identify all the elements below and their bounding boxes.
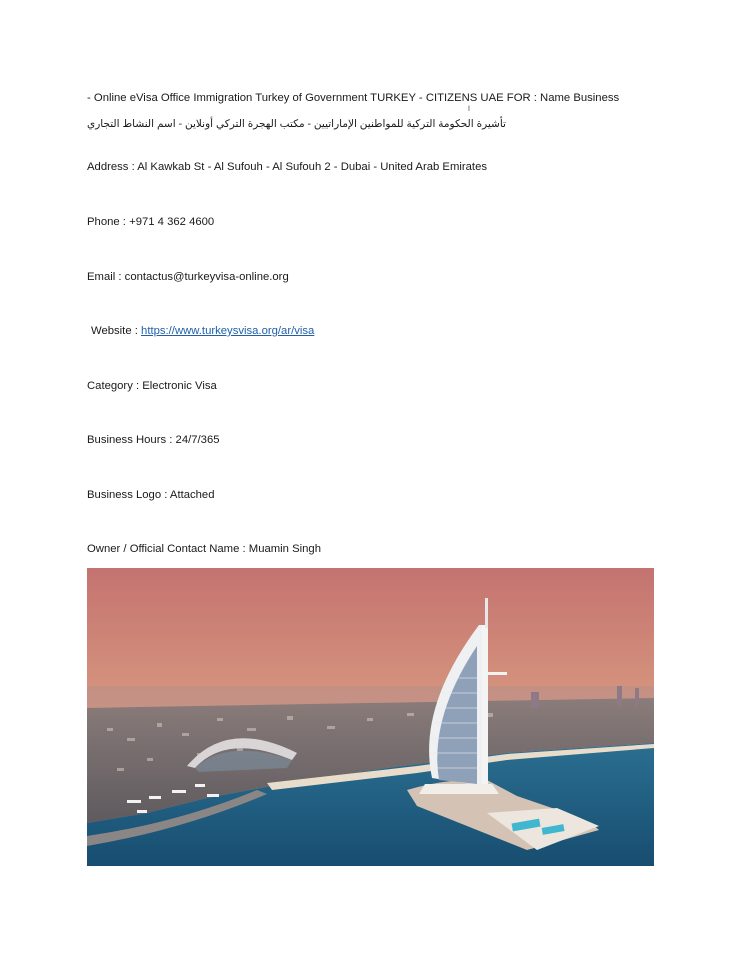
owner-value: Muamin Singh <box>248 543 321 555</box>
burj-al-arab-photo <box>87 568 654 866</box>
phone-label: Phone : <box>87 216 126 228</box>
email-label: Email : <box>87 271 122 283</box>
category-label: Category : <box>87 380 140 392</box>
address-line <box>87 160 487 174</box>
logo-value: Attached <box>169 489 215 501</box>
hours-value: 24/7/365 <box>175 434 220 446</box>
hours-line <box>87 433 220 447</box>
document-title: - Online eVisa Office Immigration Turkey of Government TURKEY - CITIZENS UAE FOR : Name Business <box>87 92 620 104</box>
phone-value: +971 4 362 4600 <box>129 216 215 228</box>
address-label: Address : <box>87 161 135 173</box>
website-link[interactable]: https://www.turkeysvisa.org/ar/visa <box>141 325 315 337</box>
photo-illustration <box>87 568 654 866</box>
title-diacritic: ا <box>468 106 470 113</box>
logo-line <box>87 488 215 502</box>
category-line <box>87 379 217 393</box>
website-label: Website : <box>91 325 138 337</box>
owner-line <box>87 542 321 556</box>
email-value: contactus@turkeyvisa-online.org <box>124 271 289 283</box>
hours-label: Business Hours : <box>87 434 173 446</box>
owner-label: Owner / Official Contact Name : <box>87 543 246 555</box>
address-value: Al Kawkab St - Al Sufouh - Al Sufouh 2 - Dubai - United Arab Emirates <box>137 161 488 173</box>
email-line <box>87 270 289 284</box>
phone-line <box>87 215 214 229</box>
logo-label: Business Logo : <box>87 489 168 501</box>
website-line <box>91 324 314 338</box>
category-value: Electronic Visa <box>142 380 217 392</box>
document-title-arabic: تأشيرة الحكومة التركية للمواطنين الإماراتيين - مكتب الهجرة التركي أونلاين - اسم النشاط التجاري <box>87 117 506 130</box>
